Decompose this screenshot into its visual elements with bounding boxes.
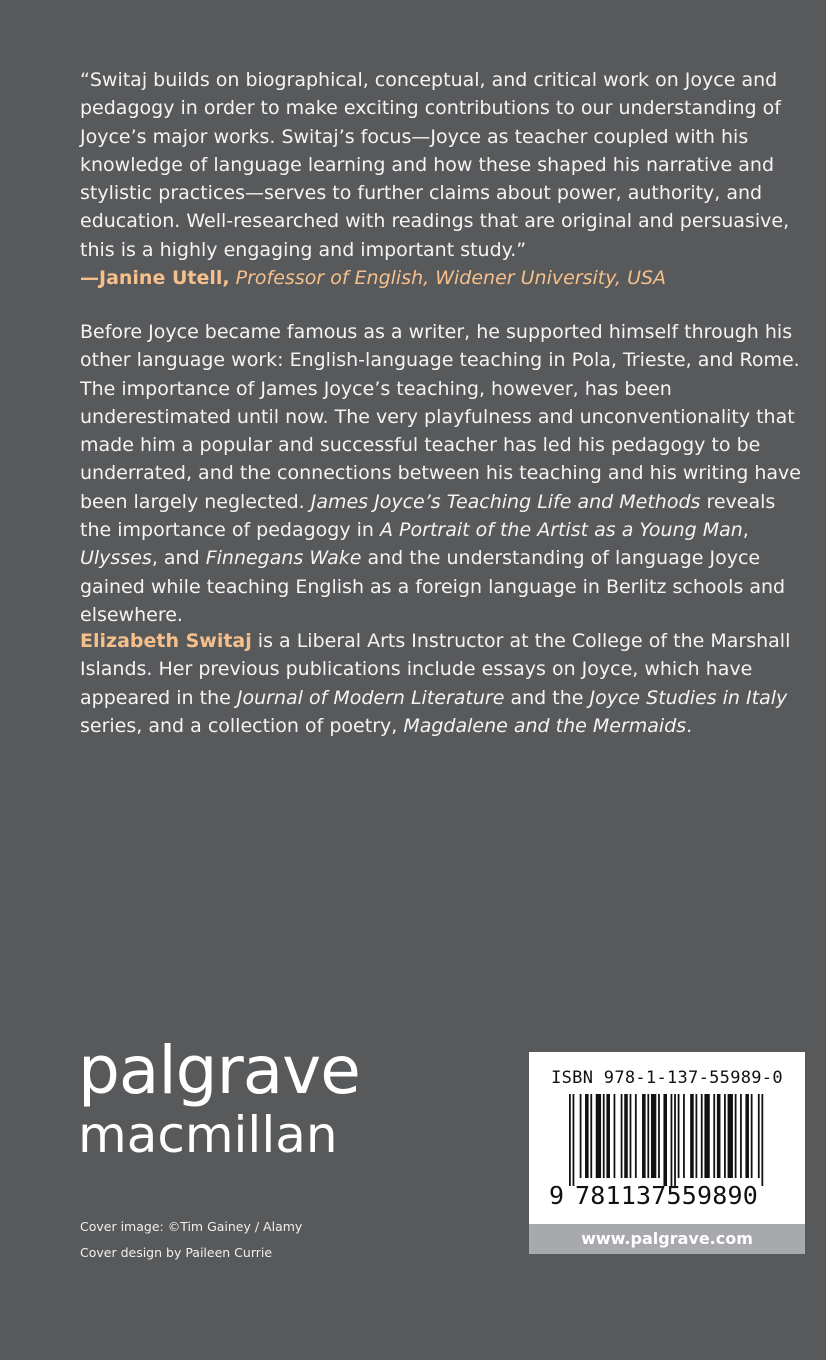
- barcode-bar: [717, 1094, 721, 1178]
- barcode-bar: [690, 1094, 694, 1178]
- barcode-bar: [596, 1094, 601, 1178]
- barcode-bar: [658, 1094, 660, 1178]
- endorsement-quote: [80, 66, 810, 292]
- bio-text-4: .: [686, 714, 693, 737]
- barcode-bar: [701, 1094, 703, 1178]
- journal-title: Journal of Modern Literature: [236, 686, 505, 709]
- barcode-bar: [751, 1094, 753, 1178]
- work-title-ulysses: Ulysses: [80, 547, 152, 570]
- logo-line-palgrave: palgrave: [78, 1032, 360, 1109]
- barcode-bar: [713, 1094, 715, 1178]
- barcode-lead-digit: 9: [549, 1181, 565, 1210]
- isbn-label: ISBN 978-1-137-55989-0: [551, 1068, 783, 1088]
- quote-attribution: [80, 264, 810, 292]
- description-text-1: Before Joyce became famous as a writer, he supported himself through his other language work: English-language teaching in Pola, Trieste, and Rome. The importance of James Joyce’s teaching, however, has been underestimated until now. The very playfulness and unconventionality that made him a popular and successful teacher has led his pedagogy to be underrated, and the connections between his teaching and his writing have been largely neglected.: [80, 321, 801, 513]
- attribution-name: —Janine Utell,: [80, 267, 230, 290]
- barcode-bar: [585, 1094, 589, 1178]
- barcode-number: 781137559890: [575, 1181, 759, 1210]
- barcode-icon: [569, 1094, 769, 1186]
- barcode-bar: [569, 1094, 571, 1186]
- cover-credits: [80, 1214, 302, 1266]
- barcode-bar: [630, 1094, 632, 1178]
- bio-text-1: is a Liberal Arts Instructor at the College of the Marshall Islands. Her previous publications include essays on Joyce, which have appeared in the: [80, 630, 791, 709]
- barcode-bar: [704, 1094, 709, 1178]
- barcode-bar: [745, 1094, 749, 1178]
- barcode-bar: [683, 1094, 685, 1178]
- series-title: Joyce Studies in Italy: [589, 686, 788, 709]
- logo-line-macmillan: macmillan: [78, 1106, 338, 1164]
- barcode-bar: [621, 1094, 623, 1178]
- publisher-website[interactable]: www.palgrave.com: [529, 1224, 805, 1254]
- barcode-bar: [758, 1094, 760, 1178]
- barcode-bar: [651, 1094, 656, 1178]
- barcode-bar: [728, 1094, 733, 1178]
- isbn-barcode-panel: [529, 1052, 805, 1254]
- barcode-bar: [635, 1094, 637, 1178]
- barcode-bar: [696, 1094, 698, 1178]
- bio-text-2: and the: [504, 686, 590, 709]
- barcode-bar: [674, 1094, 676, 1186]
- book-description: [80, 318, 810, 629]
- barcode-bar: [590, 1094, 592, 1178]
- work-title-finnegans: Finnegans Wake: [205, 547, 362, 570]
- cover-design-credit: Cover design by Paileen Currie: [80, 1245, 273, 1260]
- barcode-bar: [761, 1094, 763, 1186]
- barcode-bar: [671, 1094, 673, 1186]
- barcode-bar: [735, 1094, 737, 1178]
- barcode-bar: [606, 1094, 610, 1178]
- description-text-2: reveals the importance of pedagogy in: [80, 490, 776, 542]
- barcode-bar: [647, 1094, 649, 1178]
- attribution-title: Professor of English, Widener University, USA: [229, 267, 667, 290]
- quote-text: “Switaj builds on biographical, conceptual, and critical work on Joyce and pedagogy in order to make exciting contributions to our understanding of Joyce’s major works. Switaj’s focus—Joyce as teacher coupled with his knowledge of language learning and how these shaped his narrative and stylistic practices—serves to further claims about power, authority, and education. Well-researched with readings that are original and persuasive, this is a highly engaging and important study.”: [80, 69, 790, 261]
- barcode-bar: [624, 1094, 628, 1178]
- description-sep-1: ,: [742, 519, 749, 542]
- description-paragraph: [80, 318, 810, 629]
- publisher-logo: [78, 1032, 360, 1164]
- barcode-bar: [678, 1094, 680, 1178]
- barcode-bar: [642, 1094, 646, 1178]
- author-name: Elizabeth Switaj: [80, 630, 252, 652]
- barcode-bar: [614, 1094, 616, 1178]
- barcode-bar: [663, 1094, 667, 1186]
- bio-text-3: series, and a collection of poetry,: [80, 714, 404, 737]
- description-sep-2: , and: [151, 547, 206, 570]
- description-text-3: and the understanding of language Joyce gained while teaching English as a foreign language in Berlitz schools and elsewhere.: [80, 547, 786, 626]
- barcode-bar: [724, 1094, 726, 1178]
- author-bio: [80, 627, 810, 740]
- barcode-bar: [603, 1094, 605, 1178]
- poetry-title: Magdalene and the Mermaids: [403, 714, 687, 737]
- bio-paragraph: [80, 627, 810, 740]
- barcode-bar: [573, 1094, 575, 1186]
- barcode-background: [529, 1052, 805, 1224]
- barcode-bar: [740, 1094, 742, 1178]
- book-title: James Joyce’s Teaching Life and Methods: [310, 490, 701, 513]
- barcode-bar: [580, 1094, 582, 1178]
- cover-image-credit: Cover image: ©Tim Gainey / Alamy: [80, 1219, 303, 1234]
- work-title-portrait: A Portrait of the Artist as a Young Man: [380, 519, 743, 542]
